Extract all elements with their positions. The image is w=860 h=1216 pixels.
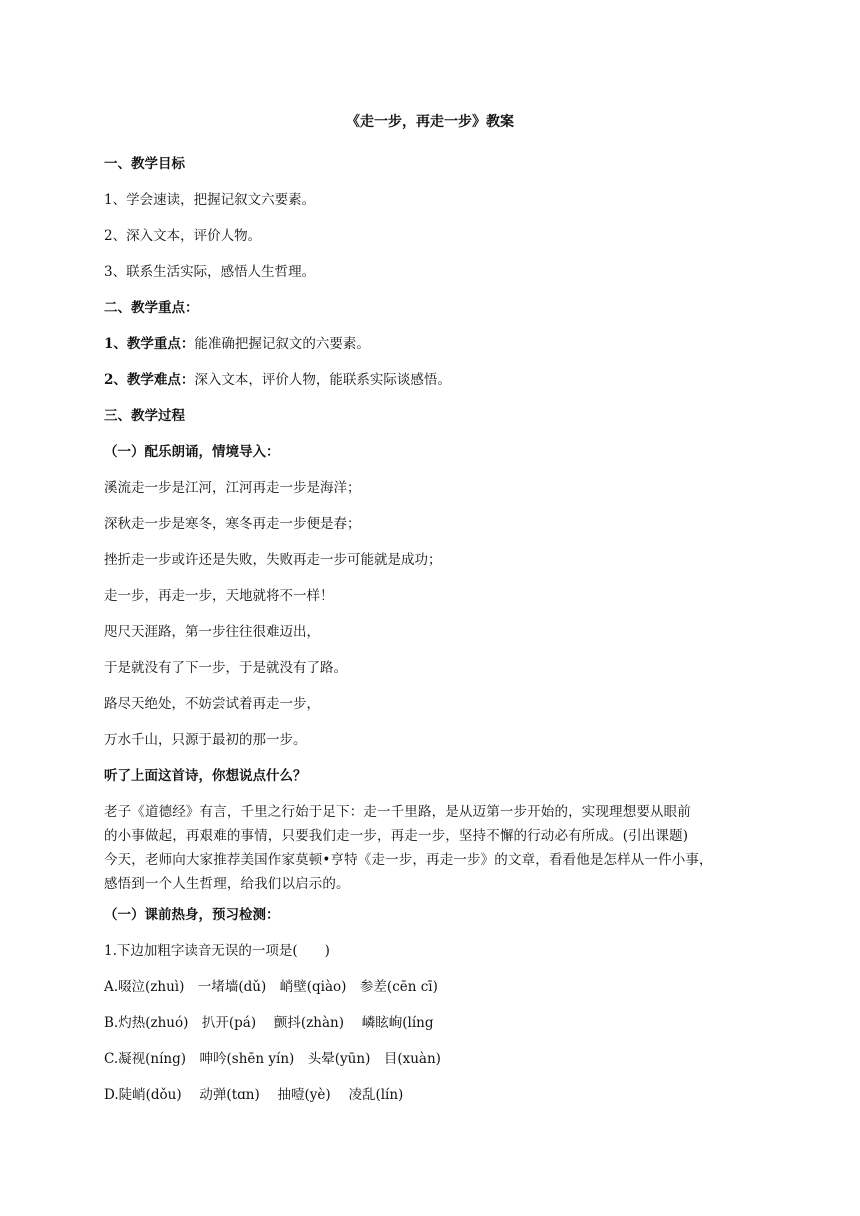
document-title: 《走一步，再走一步》教案 xyxy=(346,114,514,130)
intro-line: 的小事做起，再艰难的事情，只要我们走一步，再走一步，坚持不懈的行动必有所成。(引出课题) xyxy=(104,828,689,844)
intro-paragraph xyxy=(104,800,764,896)
key-point-1 xyxy=(104,335,370,353)
key-point-1-label: 1、教学重点： xyxy=(104,336,195,352)
key-point-2-label: 2、教学难点： xyxy=(104,372,195,388)
key-point-1-text: 能准确把握记叙文的六要素。 xyxy=(194,336,370,352)
option-a: A.啜泣(zhuì) 一堵墙(dǔ) 峭壁(qiào) 参差(cēn cī) xyxy=(104,979,438,995)
section-heading-process: 三、教学过程 xyxy=(104,408,185,424)
goal-item-1: 1、学会速读，把握记叙文六要素。 xyxy=(104,192,316,208)
question-1: 1.下边加粗字读音无误的一项是( ) xyxy=(104,943,330,959)
intro-line: 今天，老师向大家推荐美国作家莫顿•亨特《走一步，再走一步》的文章，看看他是怎样从一件小事， xyxy=(104,852,713,868)
goal-item-3: 3、联系生活实际，感悟人生哲理。 xyxy=(104,264,316,280)
poem-line: 深秋走一步是寒冬，寒冬再走一步便是春； xyxy=(104,516,361,532)
poem-line: 咫尺天涯路，第一步往往很难迈出， xyxy=(104,624,320,640)
subsection-heading-warmup: （一）课前热身，预习检测： xyxy=(104,907,280,923)
poem-line: 走一步，再走一步，天地就将不一样！ xyxy=(104,588,334,604)
poem-line: 挫折走一步或许还是失败，失败再走一步可能就是成功； xyxy=(104,552,442,568)
intro-line: 老子《道德经》有言，千里之行始于足下：走一千里路，是从迈第一步开始的，实现理想要从眼前 xyxy=(104,804,691,820)
key-point-2-text: 深入文本，评价人物，能联系实际谈感悟。 xyxy=(194,372,451,388)
poem-line: 万水千山，只源于最初的那一步。 xyxy=(104,732,307,748)
section-heading-key-points: 二、教学重点： xyxy=(104,300,199,316)
key-point-2 xyxy=(104,371,451,389)
section-heading-goals: 一、教学目标 xyxy=(104,156,185,172)
subsection-heading-recital: （一）配乐朗诵，情境导入： xyxy=(104,444,280,460)
option-c: C.凝视(níng) 呻吟(shēn yín) 头晕(yūn) 目(xuàn) xyxy=(104,1051,441,1067)
poem-line: 溪流走一步是江河，江河再走一步是海洋； xyxy=(104,480,361,496)
intro-line: 感悟到一个人生哲理，给我们以启示的。 xyxy=(104,876,350,892)
option-b: B.灼热(zhuó) 扒开(pá) 颤抖(zhàn) 嶙眩峋(líng xyxy=(104,1015,434,1031)
option-d: D.陡峭(dǒu) 动弹(tɑn) 抽噎(yè) 凌乱(lín) xyxy=(104,1087,404,1103)
poem-line: 路尽天绝处，不妨尝试着再走一步， xyxy=(104,696,320,712)
goal-item-2: 2、深入文本，评价人物。 xyxy=(104,228,262,244)
poem-line: 于是就没有了下一步，于是就没有了路。 xyxy=(104,660,347,676)
question-heading: 听了上面这首诗，你想说点什么？ xyxy=(104,768,307,784)
